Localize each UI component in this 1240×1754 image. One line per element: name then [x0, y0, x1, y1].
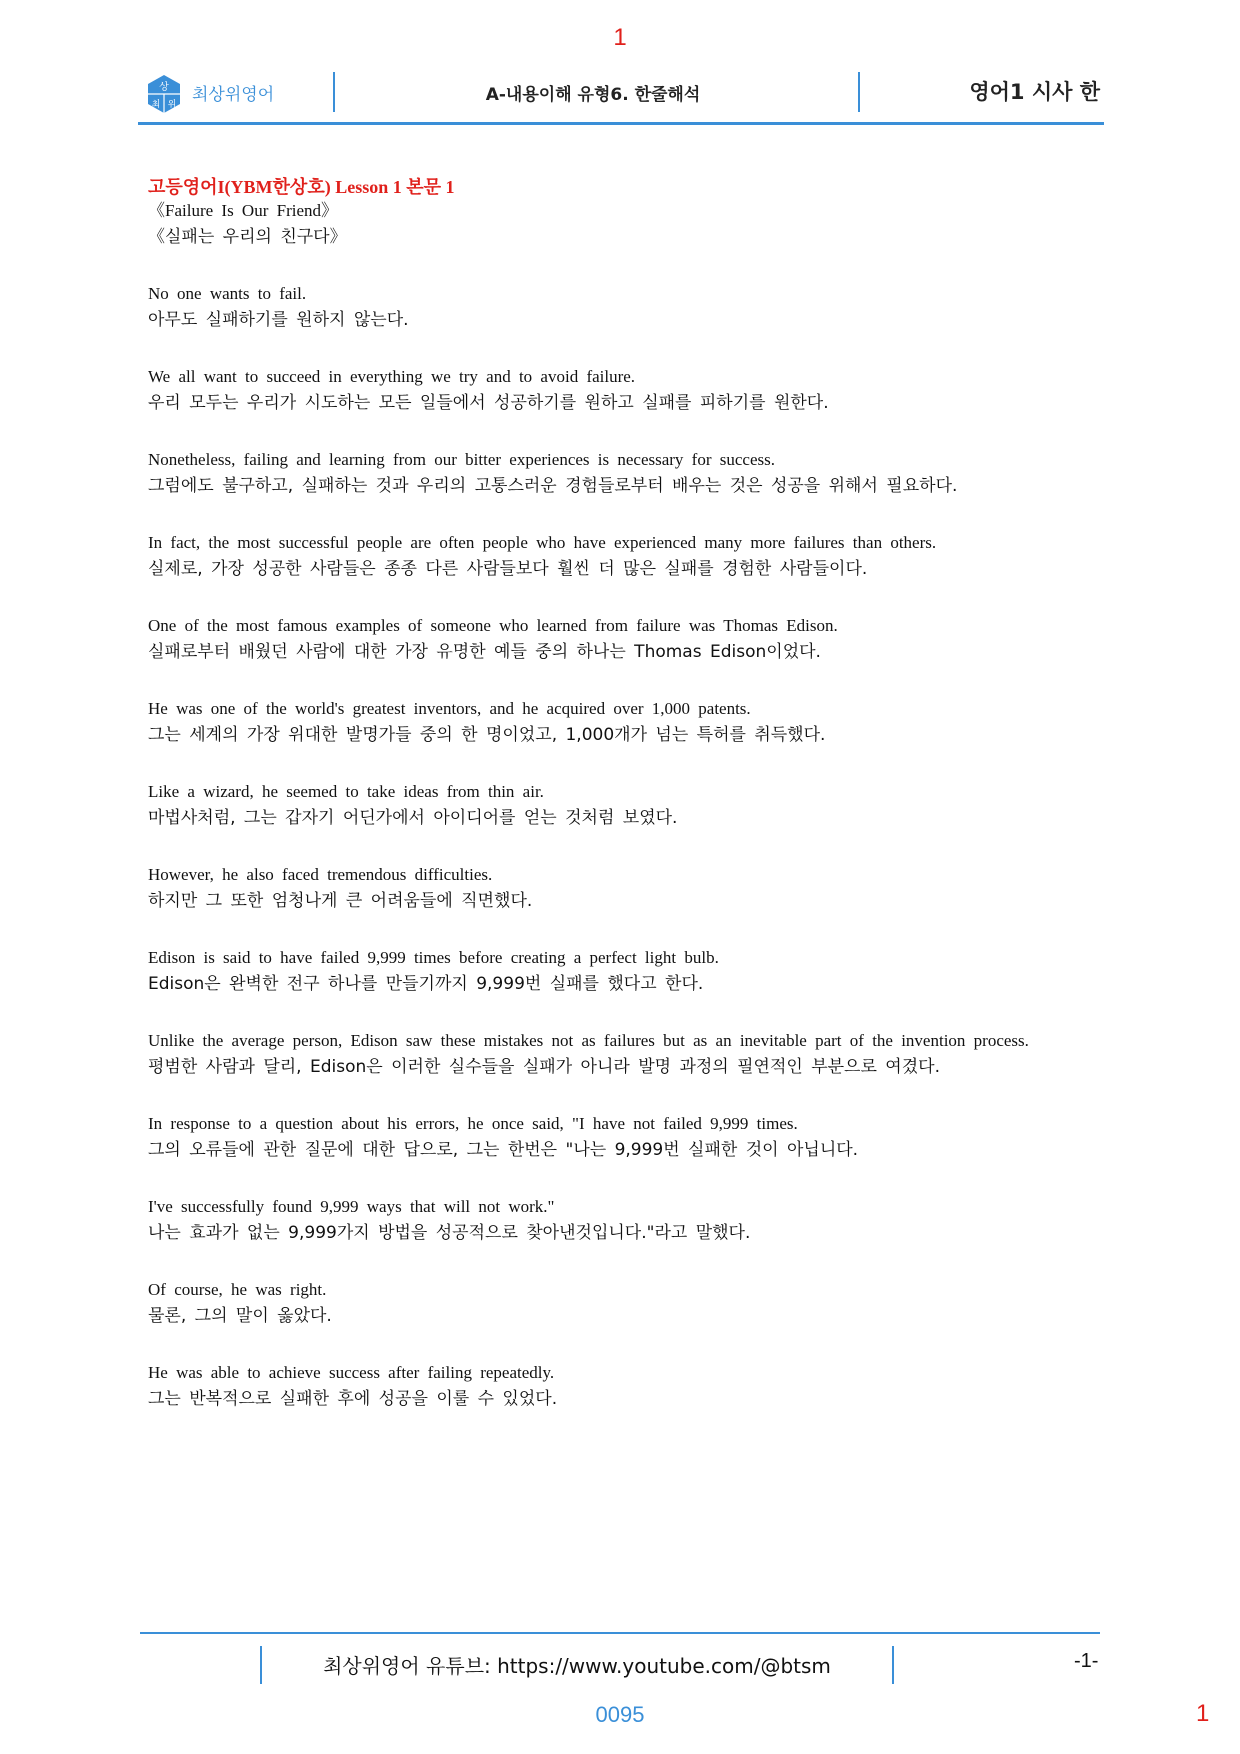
- korean-translation: 실패로부터 배웠던 사람에 대한 가장 유명한 예들 중의 하나는 Thomas Edison이었다.: [148, 642, 821, 662]
- korean-translation: 그럼에도 불구하고, 실패하는 것과 우리의 고통스러운 경험들로부터 배우는 것은 성공을 위해서 필요하다.: [148, 476, 958, 496]
- page-top-number: 1: [613, 24, 627, 51]
- logo-char-left: 최: [151, 100, 161, 110]
- english-sentence: Like a wizard, he seemed to take ideas from thin air.: [148, 782, 544, 801]
- english-sentence: However, he also faced tremendous difficulties.: [148, 865, 493, 884]
- sentence-pair: [148, 945, 1094, 997]
- english-sentence: I've successfully found 9,999 ways that will not work.": [148, 1197, 555, 1216]
- korean-translation: 물론, 그의 말이 옳았다.: [148, 1306, 332, 1326]
- header-divider: [858, 72, 860, 112]
- korean-translation: 아무도 실패하기를 원하지 않는다.: [148, 310, 409, 330]
- korean-translation: 우리 모두는 우리가 시도하는 모든 일들에서 성공하기를 원하고 실패를 피하기를 원한다.: [148, 393, 829, 413]
- header-center-title: A-내용이해 유형6. 한줄해석: [485, 85, 701, 105]
- header-right-title: 영어1 시사 한: [969, 80, 1100, 104]
- korean-translation: 하지만 그 또한 엄청나게 큰 어려움들에 직면했다.: [148, 891, 533, 911]
- header-rule: [138, 122, 1104, 125]
- korean-translation: 나는 효과가 없는 9,999가지 방법을 성공적으로 찾아낸것입니다."라고 말했다.: [148, 1223, 751, 1243]
- sentence-pair: [148, 447, 1094, 499]
- page-header: [138, 70, 1104, 120]
- subtitle-en: 《Failure Is Our Friend》: [148, 201, 339, 220]
- sentence-pair: [148, 1277, 1094, 1329]
- korean-translation: Edison은 완벽한 전구 하나를 만들기까지 9,999번 실패를 했다고 한다.: [148, 974, 704, 994]
- english-sentence: No one wants to fail.: [148, 284, 307, 303]
- sentence-pair: [148, 779, 1094, 831]
- subtitle-ko: 《실패는 우리의 친구다》: [148, 227, 347, 247]
- document-body: [148, 176, 1094, 1412]
- english-sentence: In fact, the most successful people are often people who have experienced many more failures than others.: [148, 533, 937, 552]
- english-sentence: He was one of the world's greatest inventors, and he acquired over 1,000 patents.: [148, 699, 751, 718]
- sentence-pair: [148, 1028, 1094, 1080]
- english-sentence: One of the most famous examples of someone who learned from failure was Thomas Edison.: [148, 616, 838, 635]
- sentence-pair: [148, 364, 1094, 416]
- english-sentence: Nonetheless, failing and learning from our bitter experiences is necessary for success.: [148, 450, 775, 469]
- brand-logo-icon: [146, 74, 182, 114]
- footer-rule: [140, 1632, 1100, 1634]
- korean-translation: 그의 오류들에 관한 질문에 대한 답으로, 그는 한번은 "나는 9,999번 실패한 것이 아닙니다.: [148, 1140, 859, 1160]
- header-divider: [333, 72, 335, 112]
- page-number: -1-: [1074, 1650, 1099, 1672]
- korean-translation: 평범한 사람과 달리, Edison은 이러한 실수들을 실패가 아니라 발명 과정의 필연적인 부분으로 여겼다.: [148, 1057, 940, 1077]
- english-sentence: We all want to succeed in everything we try and to avoid failure.: [148, 367, 636, 386]
- english-sentence: He was able to achieve success after failing repeatedly.: [148, 1363, 555, 1382]
- english-sentence: In response to a question about his errors, he once said, "I have not failed 9,999 times.: [148, 1114, 798, 1133]
- sentence-pair: [148, 696, 1094, 748]
- sentence-pair: [148, 1194, 1094, 1246]
- logo-char-top: 상: [159, 82, 169, 93]
- korean-translation: 마법사처럼, 그는 갑자기 어딘가에서 아이디어를 얻는 것처럼 보였다.: [148, 808, 678, 828]
- english-sentence: Unlike the average person, Edison saw these mistakes not as failures but as an inevitable part of the invention process.: [148, 1031, 1029, 1050]
- sentence-pair: [148, 281, 1094, 333]
- english-sentence: Edison is said to have failed 9,999 times before creating a perfect light bulb.: [148, 948, 719, 967]
- korean-translation: 실제로, 가장 성공한 사람들은 종종 다른 사람들보다 훨씬 더 많은 실패를 경험한 사람들이다.: [148, 559, 868, 579]
- logo-char-right: 위: [167, 100, 177, 110]
- sentence-pair: [148, 1360, 1094, 1412]
- footer-divider: [892, 1646, 894, 1684]
- lesson-title: 고등영어I(YBM한상호) Lesson 1 본문 1: [148, 177, 455, 197]
- sentence-pair: [148, 1111, 1094, 1163]
- korean-translation: 그는 세계의 가장 위대한 발명가들 중의 한 명이었고, 1,000개가 넘는 특허를 취득했다.: [148, 725, 826, 745]
- sentence-pair: [148, 530, 1094, 582]
- english-sentence: Of course, he was right.: [148, 1280, 327, 1299]
- page-bottom-number: 1: [1196, 1700, 1210, 1727]
- youtube-link[interactable]: 최상위영어 유튜브: https://www.youtube.com/@btsm: [323, 1654, 831, 1678]
- korean-translation: 그는 반복적으로 실패한 후에 성공을 이룰 수 있었다.: [148, 1389, 558, 1409]
- document-code: 0095: [595, 1702, 645, 1727]
- sentence-pair: [148, 613, 1094, 665]
- sentence-pair: [148, 862, 1094, 914]
- brand-name: 최상위영어: [192, 85, 275, 105]
